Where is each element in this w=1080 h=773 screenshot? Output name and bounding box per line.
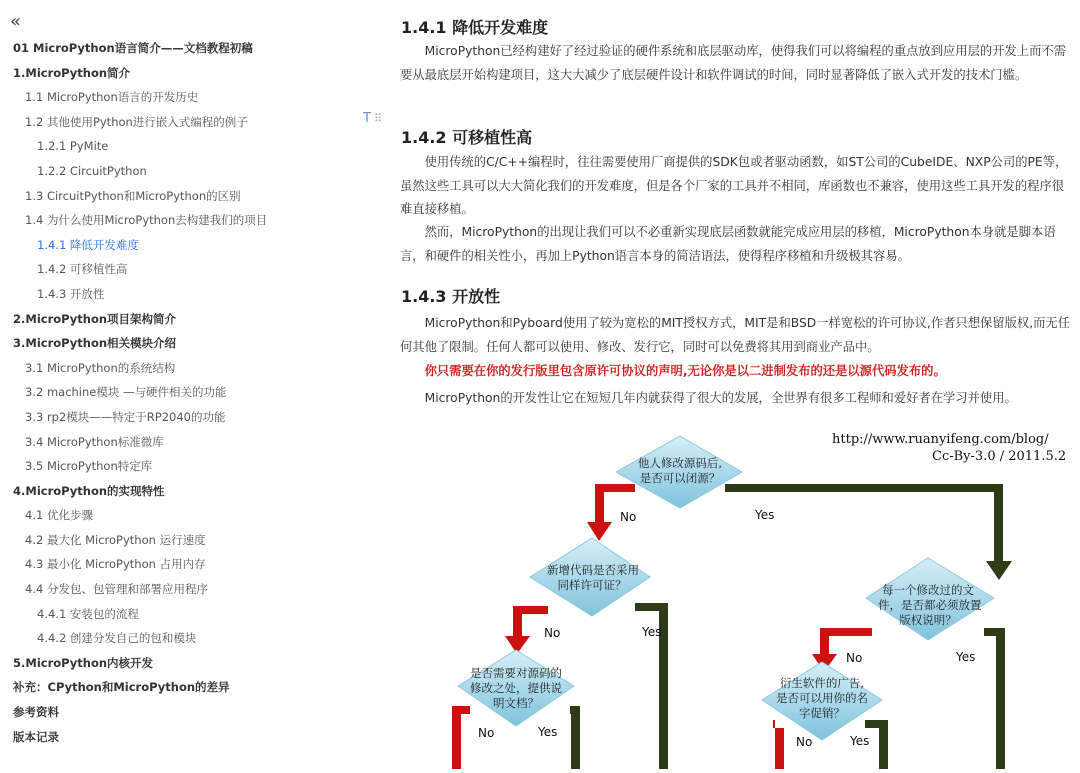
- outline-sidebar: [0, 0, 300, 769]
- toc-item[interactable]: 3.5 MicroPython特定库: [25, 459, 153, 474]
- decision-5-text: 衍生软件的广告, 是否可以用你的名 字促销？: [776, 676, 868, 720]
- decision-4-text: 是否需要对源码的 修改之处，提供说 明文档？: [470, 666, 562, 710]
- toc-item[interactable]: 1.MicroPython简介: [13, 65, 131, 80]
- toc-item[interactable]: 1.2.1 PyMite: [37, 139, 109, 154]
- text-block-icon: T: [363, 111, 371, 126]
- toc-item[interactable]: 1.3 CircuitPython和MicroPython的区别: [25, 188, 241, 203]
- toc-item[interactable]: 01 MicroPython语言简介——文档教程初稿: [13, 41, 253, 55]
- paragraph: MicroPython已经构建好了经过验证的硬件系统和底层驱动库，使得我们可以将编程的重点放到应用层的开发上而不需要从最底层开始构建项目，这大大减少了底层硬件设计和软件调试的时间，同时显著降低了嵌入式开发的技术门槛。: [400, 44, 1066, 82]
- paragraph: 使用传统的C/C++编程时，往往需要使用厂商提供的SDK包或者驱动函数，如ST公司的CubeIDE、NXP公司的PE等，虽然这些工具可以大大简化我们的开发难度，但是各个厂家的工具并不相同，库函数也不兼容，使用这些工具开发的程序很难直接移植。: [400, 155, 1068, 216]
- decision-3-text: 每一个修改过的文 件，是否都必须放置 版权说明？: [878, 583, 982, 627]
- toc-item[interactable]: 3.2 machine模块 —与硬件相关的功能: [25, 385, 227, 400]
- table-of-contents: [0, 36, 300, 749]
- toc-item[interactable]: 4.1 优化步骤: [25, 508, 93, 523]
- toc-item[interactable]: 5.MicroPython内核开发: [13, 655, 154, 670]
- block-type-handle[interactable]: [363, 110, 391, 128]
- decision-1-text: 他人修改源码后, 是否可以闭源？: [637, 456, 723, 485]
- toc-item[interactable]: 4.4.2 创建分发自己的包和模块: [37, 631, 197, 646]
- toc-item[interactable]: 4.4.1 安装包的流程: [37, 606, 139, 621]
- no-arrow-5: [773, 720, 784, 769]
- toc-item[interactable]: 版本记录: [13, 729, 59, 744]
- toc-item[interactable]: 3.MicroPython相关模块介绍: [13, 336, 177, 351]
- toc-item[interactable]: 1.4.2 可移植性高: [37, 262, 128, 277]
- toc-item[interactable]: 1.4.1 降低开发难度: [37, 237, 139, 252]
- toc-item[interactable]: 3.3 rp2模块——特定于RP2040的功能: [25, 409, 226, 424]
- toc-item[interactable]: 4.2 最大化 MicroPython 运行速度: [25, 532, 206, 547]
- edge-label-yes: Yes: [755, 508, 775, 522]
- decision-2-text: 新增代码是否采用 同样许可证？: [547, 563, 639, 592]
- toc-item[interactable]: 1.1 MicroPython语言的开发历史: [25, 90, 199, 105]
- toc-item[interactable]: 2.MicroPython项目架构简介: [13, 311, 177, 326]
- edge-label-yes: Yes: [850, 734, 870, 748]
- heading-1-4-1: 1.4.1 降低开发难度: [401, 18, 549, 37]
- paragraph: 然而，MicroPython的出现让我们可以不必重新实现底层函数就能完成应用层的移植，MicroPython本身就是脚本语言，和硬件的相关性小，再加上Python语言本身的简洁语法，使得程序移植和升级极其容易。: [400, 225, 1056, 263]
- paragraph: MicroPython和Pyboard使用了较为宽松的MIT授权方式，MIT是和BSD一样宽松的许可协议,作者只想保留版权,而无任何其他了限制。任何人都可以使用、修改、发行它，同时可以免费将其用到商业产品中。: [400, 316, 1071, 354]
- drag-grip-icon[interactable]: ⠿: [373, 112, 383, 125]
- edge-label-yes: Yes: [956, 650, 976, 664]
- edge-label-no: No: [620, 510, 637, 524]
- toc-item[interactable]: 4.4 分发包、包管理和部署应用程序: [25, 582, 208, 597]
- yes-arrow-4: [570, 706, 580, 769]
- edge-label-yes: Yes: [538, 725, 558, 739]
- heading-1-4-2: 1.4.2 可移植性高: [401, 128, 533, 147]
- license-flowchart-image: [420, 428, 1080, 769]
- toc-item[interactable]: 3.4 MicroPython标准微库: [25, 434, 164, 449]
- yes-arrow-1-head: [986, 561, 1012, 580]
- yes-arrow-1: [725, 484, 1003, 563]
- highlighted-paragraph: 你只需要在你的发行版里包含原许可协议的声明,无论你是以二进制发布的还是以源代码发布的。: [424, 364, 946, 378]
- credit-url: http://www.ruanyifeng.com/blog/: [832, 432, 1049, 447]
- heading-1-4-3: 1.4.3 开放性: [401, 287, 501, 306]
- yes-arrow-3: [984, 628, 1005, 769]
- credit-license: Cc-By-3.0 / 2011.5.2: [932, 449, 1067, 464]
- edge-label-no: No: [544, 626, 561, 640]
- paragraph: MicroPython的开发性让它在短短几年内就获得了很大的发展，全世界有很多工程师和爱好者在学习并使用。: [424, 391, 1017, 405]
- collapse-sidebar-icon[interactable]: «: [10, 11, 22, 32]
- toc-item[interactable]: 1.4.3 开放性: [37, 286, 105, 301]
- toc-item[interactable]: 1.2 其他使用Python进行嵌入式编程的例子: [25, 114, 248, 129]
- edge-label-no: No: [796, 735, 813, 749]
- toc-item[interactable]: 4.3 最小化 MicroPython 占用内存: [25, 557, 206, 572]
- edge-label-yes: Yes: [642, 625, 662, 639]
- toc-item[interactable]: 1.4 为什么使用MicroPython去构建我们的项目: [25, 213, 268, 228]
- edge-label-no: No: [478, 726, 495, 740]
- no-arrow-2: [513, 606, 548, 638]
- toc-item[interactable]: 1.2.2 CircuitPython: [37, 163, 147, 178]
- no-arrow-1-head: [587, 522, 612, 541]
- edge-label-no: No: [846, 651, 863, 665]
- toc-item[interactable]: 补充：CPython和MicroPython的差异: [13, 680, 230, 695]
- toc-item[interactable]: 4.MicroPython的实现特性: [13, 483, 165, 498]
- no-arrow-4: [452, 706, 470, 769]
- toc-item[interactable]: 参考资料: [13, 705, 59, 720]
- toc-item[interactable]: 3.1 MicroPython的系统结构: [25, 360, 176, 375]
